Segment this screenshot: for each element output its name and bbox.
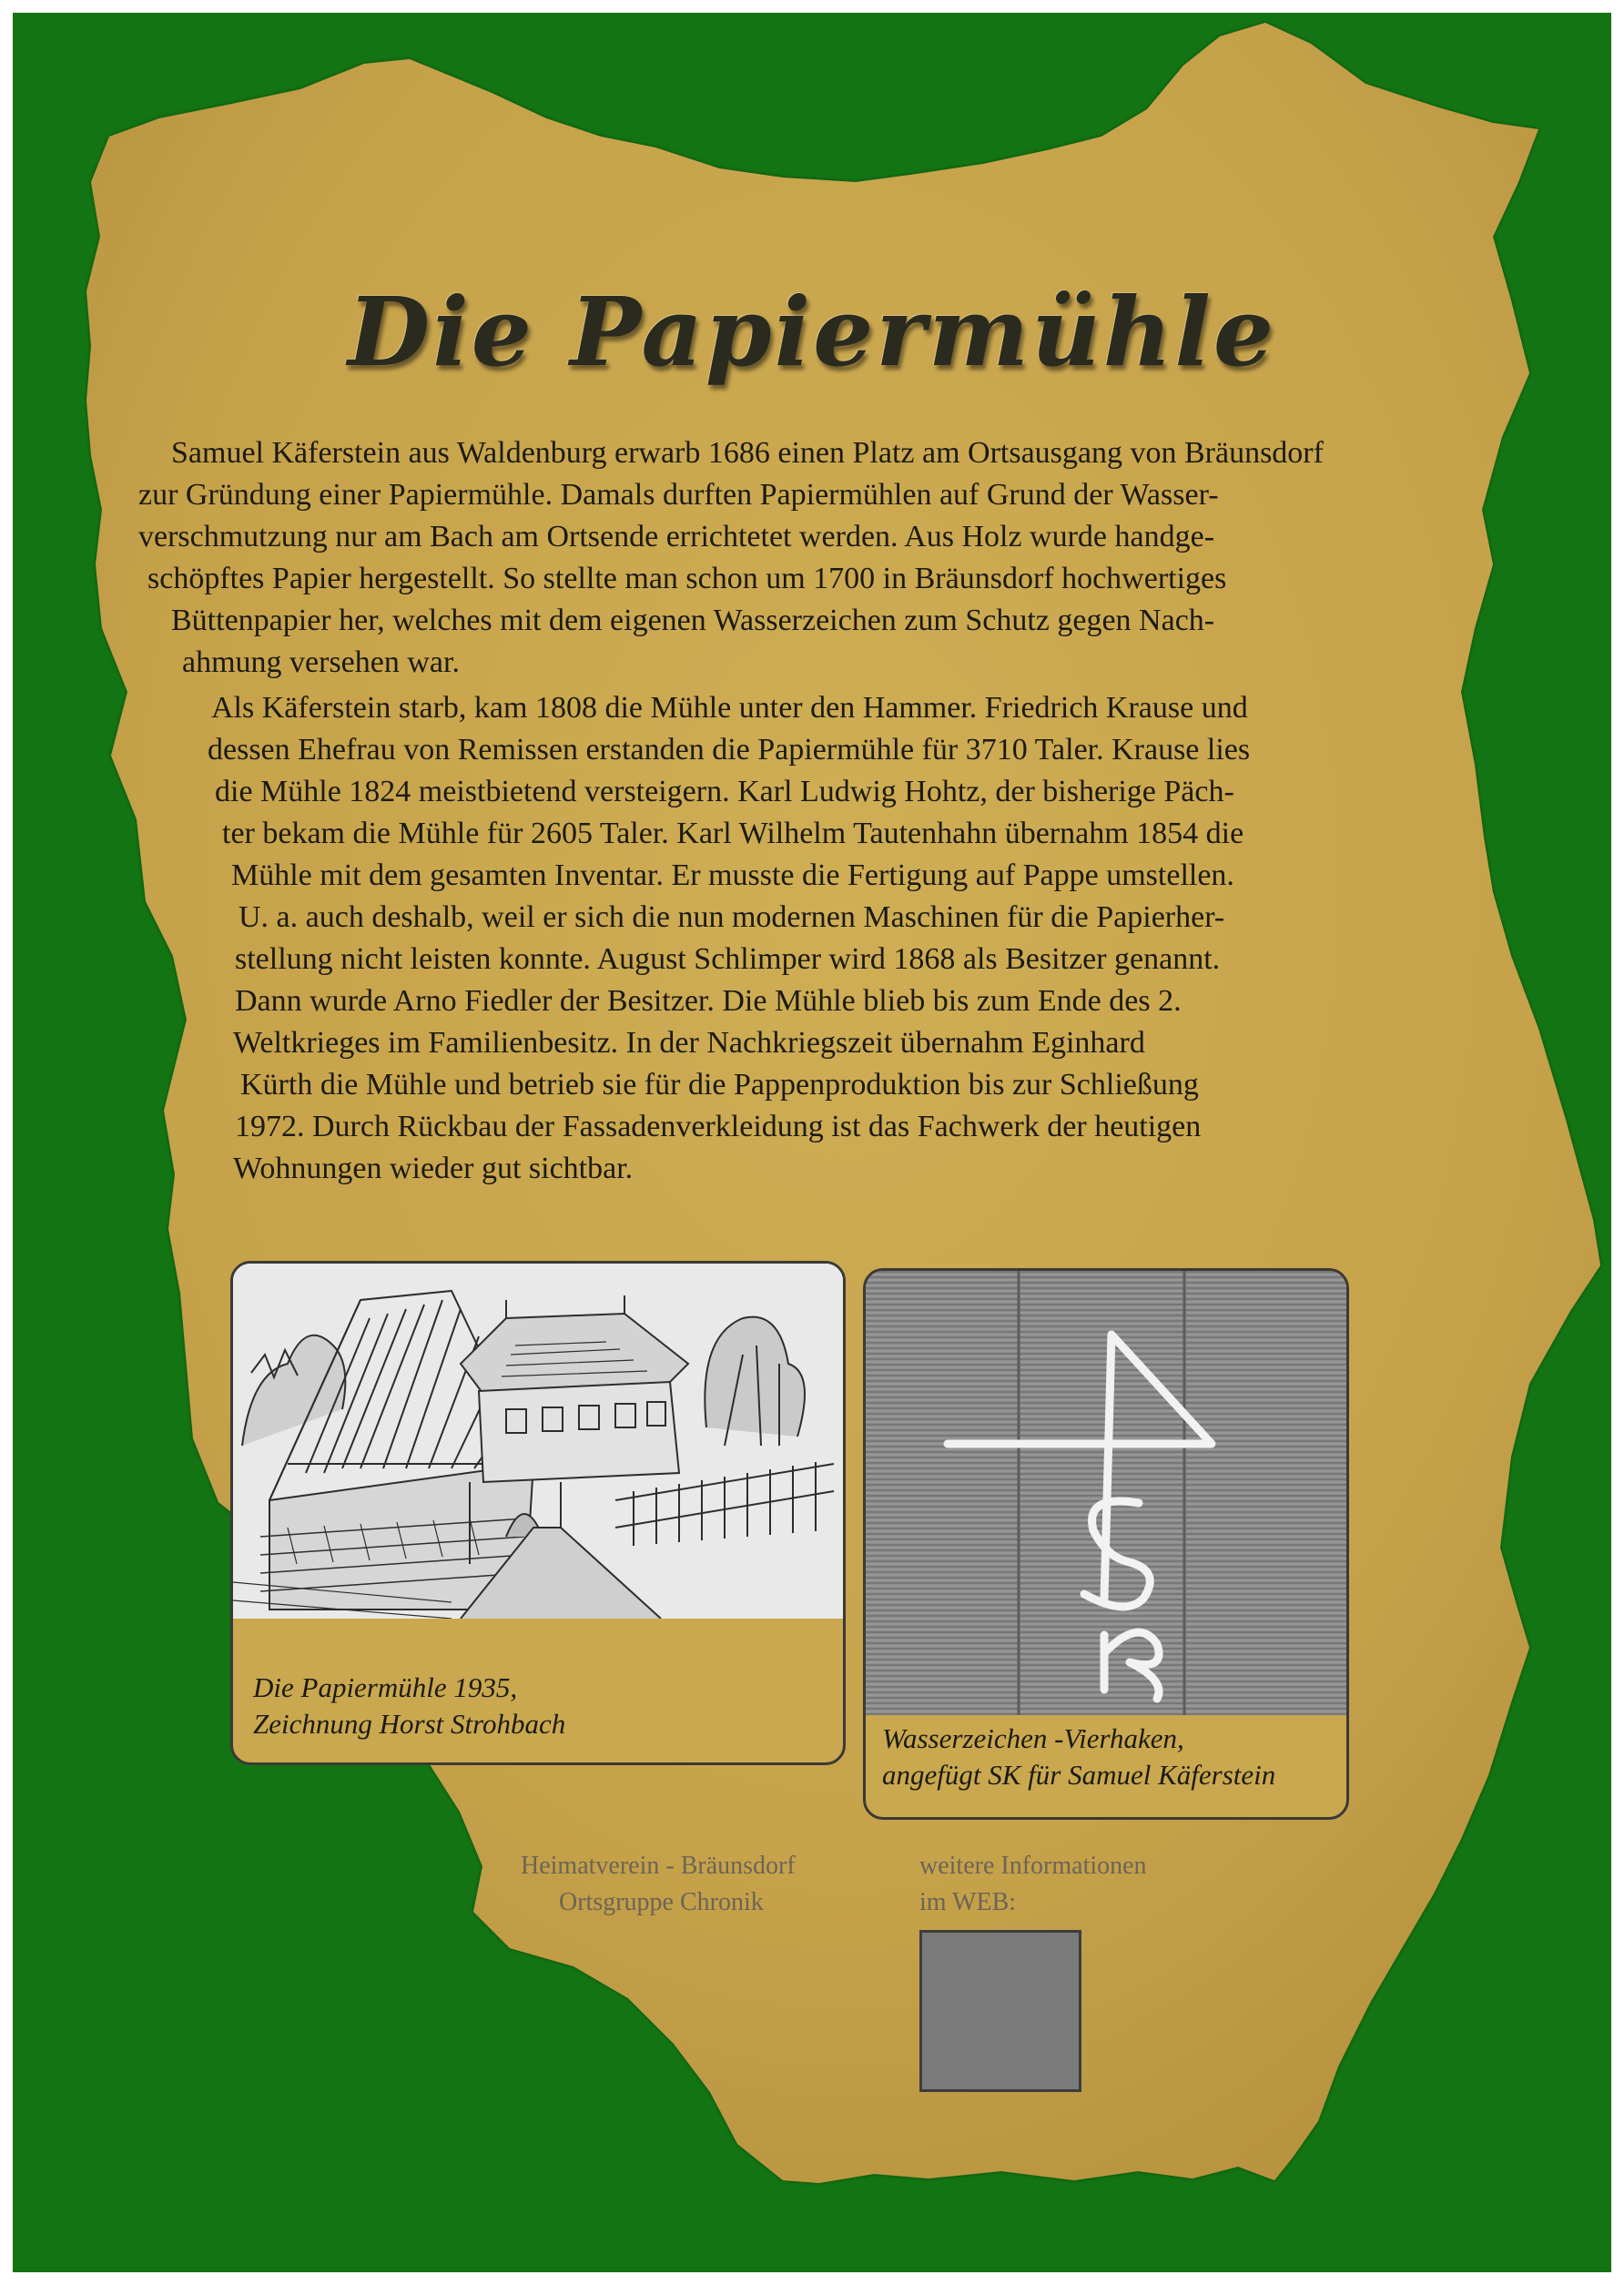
figure-caption-line: Wasserzeichen -Vierhaken, (882, 1722, 1184, 1754)
body-line: Samuel Käferstein aus Waldenburg erwarb 1686 einen Platz am Ortsausgang von Bräunsdorf (171, 436, 1324, 470)
body-line: zur Gründung einer Papiermühle. Damals durften Papiermühlen auf Grund der Wasser- (138, 478, 1219, 512)
figure-watermark (863, 1268, 1349, 1820)
body-line: dessen Ehefrau von Remissen erstanden die Papiermühle für 3710 Taler. Krause lies (208, 733, 1251, 767)
figure-caption-line: Zeichnung Horst Strohbach (253, 1708, 566, 1740)
body-line: ahmung versehen war. (182, 645, 460, 679)
body-line: stellung nicht leisten konnte. August Schlimper wird 1868 als Besitzer genannt. (235, 942, 1221, 976)
footer-web-line: im WEB: (919, 1888, 1017, 1916)
body-line: Wohnungen wieder gut sichtbar. (233, 1152, 634, 1185)
body-line: Dann wurde Arno Fiedler der Besitzer. Die Mühle blieb bis zum Ende des 2. (235, 984, 1182, 1018)
body-line: verschmutzung nur am Bach am Ortsende errichtetet werden. Aus Holz wurde handge- (138, 520, 1215, 553)
figure-caption-line: angefügt SK für Samuel Käferstein (882, 1759, 1276, 1791)
footer-web-line: weitere Informationen (919, 1852, 1147, 1880)
mill-sketch-image (233, 1264, 843, 1619)
body-line: U. a. auch deshalb, weil er sich die nun modernen Maschinen für die Papierher- (239, 900, 1225, 934)
body-line: Büttenpapier her, welches mit dem eigenen Wasserzeichen zum Schutz gegen Nach- (171, 604, 1215, 637)
figure-mill-drawing (230, 1261, 846, 1765)
qr-code-placeholder[interactable] (919, 1930, 1081, 2092)
body-line: Weltkrieges im Familienbesitz. In der Nachkriegszeit übernahm Eginhard (233, 1026, 1145, 1060)
figure-caption-line: Die Papiermühle 1935, (253, 1671, 518, 1703)
watermark-image (866, 1271, 1346, 1715)
body-line: ter bekam die Mühle für 2605 Taler. Karl Wilhelm Tautenhahn übernahm 1854 die (222, 817, 1244, 850)
body-line: 1972. Durch Rückbau der Fassadenverkleidung ist das Fachwerk der heutigen (235, 1110, 1202, 1143)
body-line: Mühle mit dem gesamten Inventar. Er musste die Fertigung auf Pappe umstellen. (231, 858, 1234, 892)
page-title: Die Papiermühle (348, 276, 1276, 388)
body-line: die Mühle 1824 meistbietend versteigern. Karl Ludwig Hohtz, der bisherige Päch- (215, 775, 1234, 808)
body-line: Kürth die Mühle und betrieb sie für die Pappenproduktion bis zur Schließung (240, 1068, 1199, 1102)
body-line: Als Käferstein starb, kam 1808 die Mühle unter den Hammer. Friedrich Krause und (211, 691, 1248, 725)
footer-org-line: Heimatverein - Bräunsdorf (521, 1852, 796, 1880)
body-line: schöpftes Papier hergestellt. So stellte man schon um 1700 in Bräunsdorf hochwertiges (147, 562, 1227, 595)
footer-org-line: Ortsgruppe Chronik (559, 1888, 764, 1916)
